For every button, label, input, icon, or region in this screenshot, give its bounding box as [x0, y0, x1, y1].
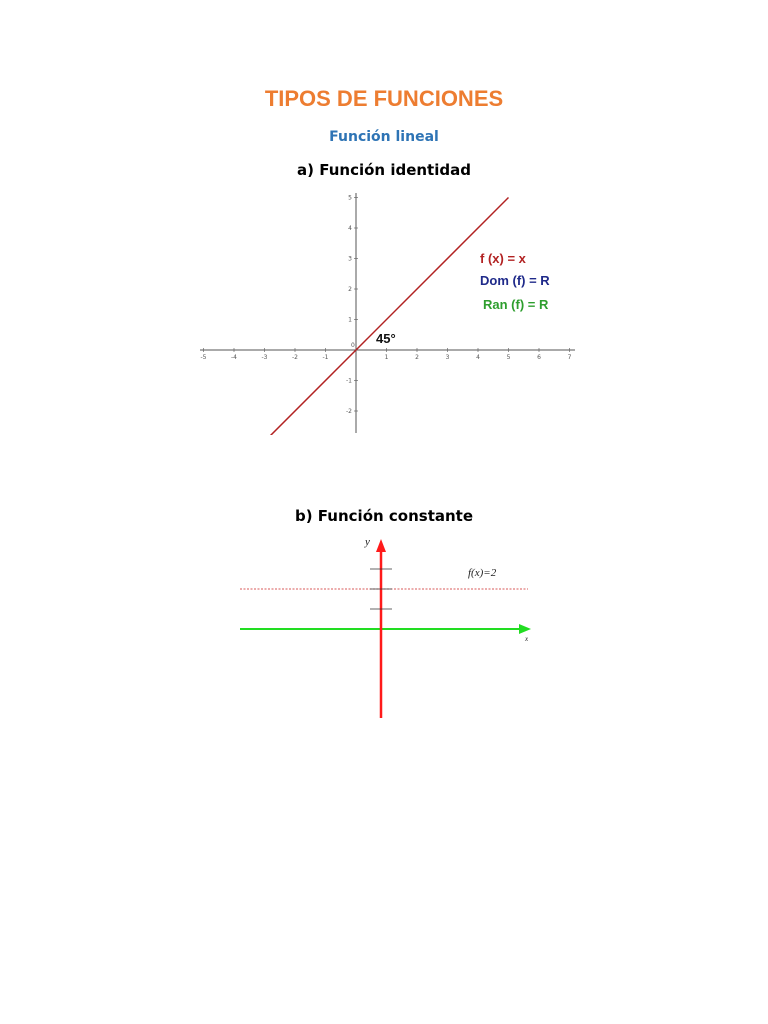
heading-constant-function: b) Función constante: [294, 507, 474, 525]
identity-function-line: [265, 198, 509, 436]
x-tick-label: 3: [445, 354, 450, 361]
y-tick-label: 3: [348, 255, 352, 263]
x-axis-arrow: [519, 624, 531, 634]
y-tick-label: 4: [348, 225, 352, 232]
x-tick-label: 5: [506, 354, 511, 361]
graph-a-axes: [200, 193, 575, 433]
origin-label: 0: [351, 342, 355, 349]
y-tick-label: -2: [346, 408, 352, 415]
legend-domain: Dom (f) = R: [480, 273, 550, 288]
x-tick-label: 6: [537, 354, 541, 361]
section-subtitle: Función lineal: [329, 129, 439, 145]
x-axis-label: x: [525, 635, 529, 643]
y-axis-label: y: [365, 536, 370, 548]
y-tick-label: 5: [348, 194, 352, 202]
angle-label: 45°: [376, 331, 396, 346]
x-tick-label: -5: [200, 354, 207, 361]
y-tick-label: 2: [348, 286, 352, 293]
x-tick-label: 1: [384, 354, 389, 361]
graph-a-series: [265, 198, 509, 436]
function-label: f(x)=2: [468, 567, 497, 579]
y-axis-arrow: [376, 539, 386, 552]
x-tick-label: -3: [261, 354, 268, 361]
y-tick-label: -1: [346, 377, 352, 385]
heading-identity-function: a) Función identidad: [297, 161, 471, 179]
identity-function-graph: [195, 190, 580, 435]
legend-range: Ran (f) = R: [483, 297, 549, 312]
x-tick-label: -4: [231, 354, 237, 361]
x-tick-label: -1: [322, 354, 329, 361]
x-tick-label: 7: [567, 354, 572, 361]
x-tick-label: 2: [415, 354, 419, 361]
x-tick-label: 4: [476, 354, 480, 361]
page-title: TIPOS DE FUNCIONES: [264, 86, 504, 111]
y-tick-label: 1: [348, 316, 352, 324]
constant-function-graph: [235, 535, 535, 725]
legend-function: f (x) = x: [480, 251, 526, 266]
x-tick-label: -2: [292, 354, 298, 361]
